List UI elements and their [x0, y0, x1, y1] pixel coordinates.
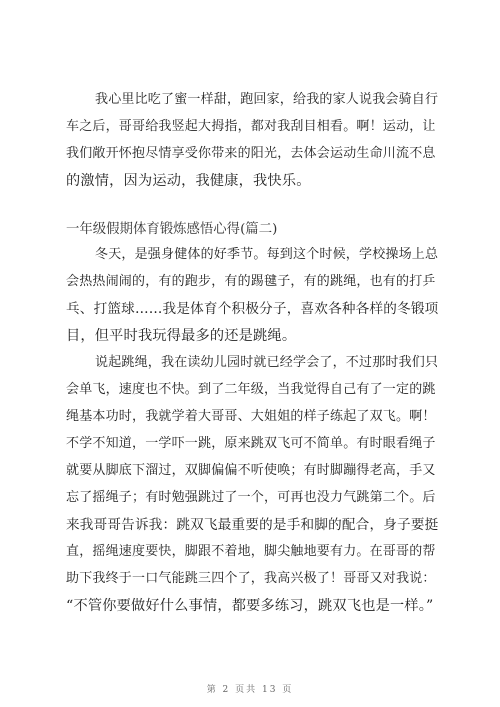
- paragraph-1-line-2: 车之后，哥哥给我竖起大拇指，都对我刮目相看。啊！运动，让: [66, 119, 436, 134]
- paragraph-3-line-1: 说起跳绳，我在读幼儿园时就已经学会了，不过那时我们只: [95, 355, 439, 370]
- paragraph-2-line-2: 会热热闹闹的，有的跑步，有的踢毽子，有的跳绳，也有的打乒: [66, 274, 436, 289]
- paragraph-2-line-1: 冬天，是强身健体的好季节。每到这个时候，学校操场上总: [95, 247, 439, 262]
- paragraph-3-line-7: 来我哥哥告诉我：跳双飞最重要的是手和脚的配合，身子要挺: [66, 517, 439, 533]
- paragraph-2-line-4: 目，但平时我玩得最多的还是跳绳。: [66, 328, 297, 344]
- paragraph-3-line-8: 直，摇绳速度要快，脚跟不着地，脚尖触地要有力。在哥哥的帮: [66, 544, 436, 559]
- paragraph-3-line-6: 忘了摇绳子；有时勉强跳过了一个，可再也没力气跳第二个。后: [66, 490, 436, 505]
- paragraph-3-line-5: 就要从脚底下溜过，双脚偏偏不听使唤；有时脚蹦得老高，手又: [66, 463, 436, 478]
- section-heading: 一年级假期体育锻炼感悟心得(篇二): [66, 222, 278, 237]
- paragraph-3-line-10: “不管你要做好什么事情，都要多练习，跳双飞也是一样。”: [66, 598, 434, 614]
- paragraph-3-line-3: 绳基本功时，我就学着大哥哥、大姐姐的样子练起了双飞。啊！: [66, 409, 436, 424]
- paragraph-1-line-1: 我心里比吃了蜜一样甜，跑回家，给我的家人说我会骑自行: [95, 92, 439, 107]
- paragraph-3-line-4: 不学不知道，一学吓一跳，原来跳双飞可不简单。有时眼看绳子: [66, 436, 436, 451]
- paragraph-2-line-3: 乓、打篮球……我是体育个积极分子，喜欢各种各样的冬锻项: [66, 301, 439, 317]
- paragraph-3-line-2: 会单飞，速度也不快。到了二年级，当我觉得自己有了一定的跳: [66, 382, 436, 397]
- paragraph-1-line-4: 的激情，因为运动，我健康，我快乐。: [66, 173, 311, 189]
- page-number-footer: 第 2 页共 13 页: [206, 685, 294, 695]
- paragraph-3-line-9: 助下我终于一口气能跳三四个了，我高兴极了！哥哥又对我说：: [66, 571, 436, 586]
- paragraph-1-line-3: 我们敞开怀抱尽情享受你带来的阳光，去体会运动生命川流不息: [66, 146, 436, 161]
